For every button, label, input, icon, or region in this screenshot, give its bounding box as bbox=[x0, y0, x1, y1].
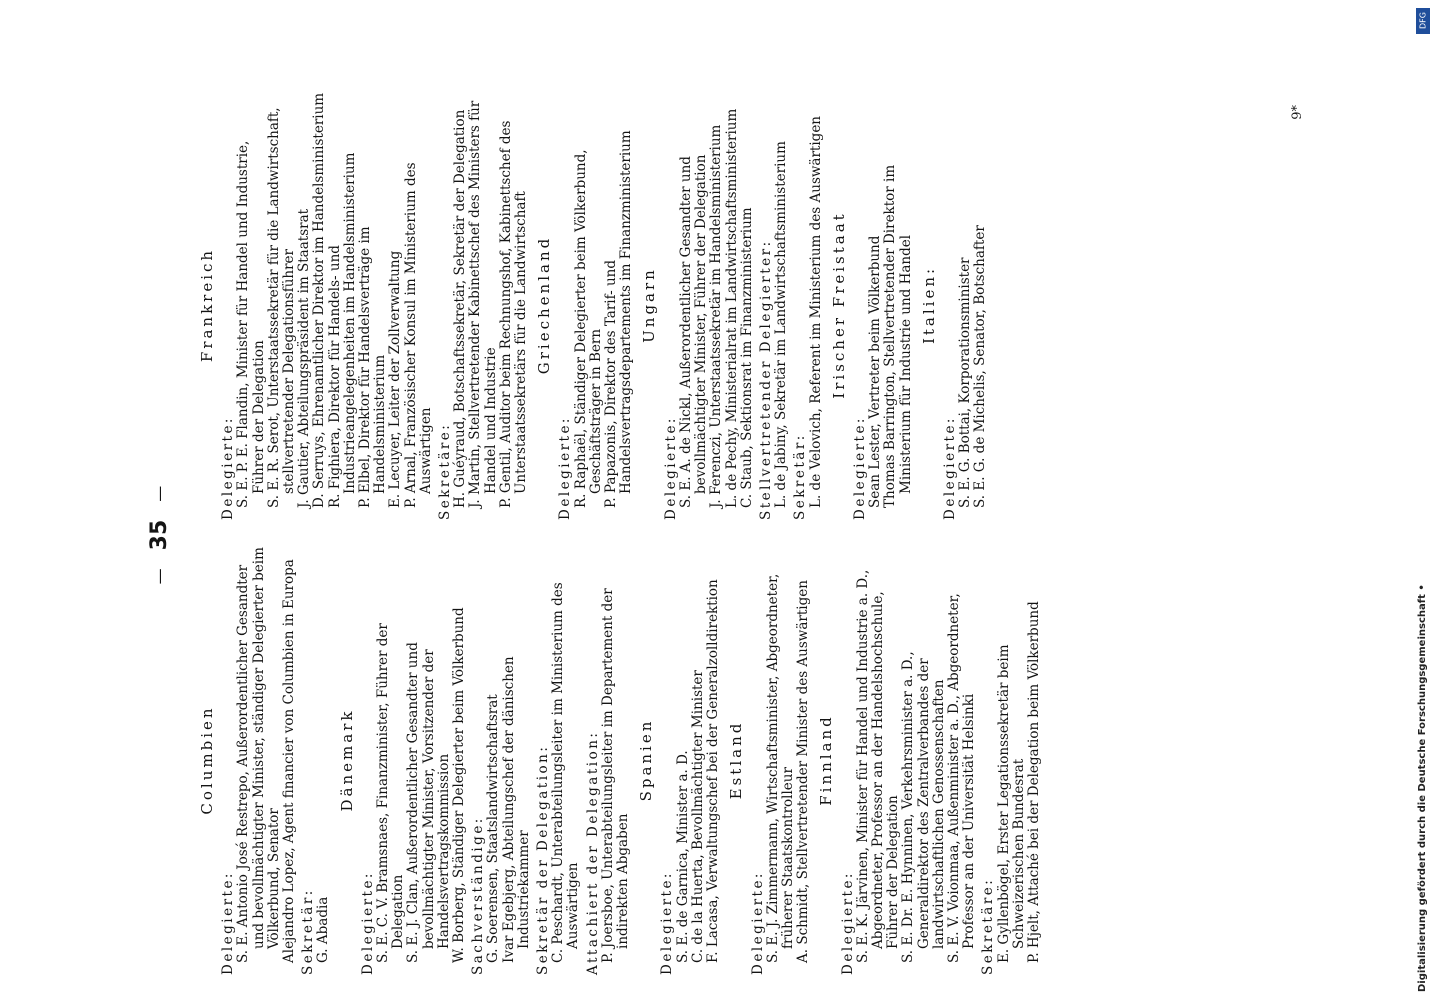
delegate-entry: P. Gentil, Auditor beim Rechnungshof, Kabinettschef des Unterstaatssekretärs für die Landwirtschaft bbox=[497, 120, 530, 508]
delegate-entry: S. E. G. Bottai, Korporationsminister bbox=[957, 257, 974, 508]
digitization-note bbox=[1416, 8, 1430, 992]
delegate-entry: Sean Lester, Vertreter beim Völkerbund bbox=[867, 235, 884, 508]
delegate-entry: R. Raphaël, Ständiger Delegierter beim Völkerbund, Geschäftsträger in Bern bbox=[572, 149, 604, 508]
role-heading: Delegierte: bbox=[359, 871, 376, 975]
delegate-entry: C. Peschardt, Unterabteilungsleiter im Ministerium des Auswärtigen bbox=[550, 582, 582, 963]
delegate-entry: S. E. G. de Michelis, Senator, Botschafter bbox=[972, 225, 989, 508]
country-heading: Frankreich bbox=[198, 247, 216, 363]
role-heading: Delegierte: bbox=[220, 871, 237, 975]
role-heading: Sachverständige: bbox=[470, 816, 487, 975]
country-heading: Griechenland bbox=[535, 235, 554, 375]
delegate-entry: C. Staub, Sektionsrat im Finanzministerium bbox=[738, 207, 755, 508]
delegate-entry: S. E. Dr. E. Hynninen, Verkehrsminister a. D., Generaldirektor des Zentralverbandes der landwirtschaftlichen Genossenschaften bbox=[900, 651, 947, 963]
delegate-entry: D. Serruys, Ehrenamtlicher Direktor im Handelsministerium bbox=[311, 92, 328, 508]
role-heading: Delegierte: bbox=[851, 416, 868, 520]
left-column bbox=[192, 545, 1042, 975]
delegate-entry: W. Borberg, Ständiger Delegierter beim Völkerbund bbox=[451, 607, 468, 963]
country-heading: Dänemark bbox=[337, 708, 356, 812]
delegate-entry: S. E. R. Serot, Unterstaatssekretär für die Landwirtschaft, stellvertretender Delegationsführer bbox=[265, 107, 298, 508]
delegate-entry: S. E. de Garnica, Minister a. D. bbox=[674, 750, 691, 963]
delegate-entry: S. E. J. Zimmermann, Wirtschaftsminister, Abgeordneter, früherer Staatskontrolleur bbox=[764, 573, 796, 963]
delegate-entry: E. Lecuyer, Leiter der Zollverwaltung bbox=[387, 250, 404, 508]
delegate-entry: P. Elbel, Direktor für Handelsverträge im Handelsministerium bbox=[357, 226, 389, 508]
dfg-logo: DFG bbox=[1416, 8, 1430, 34]
role-heading: Sekretäre: bbox=[437, 422, 454, 520]
signature-mark: 9* bbox=[1290, 105, 1305, 120]
country-heading: Italien: bbox=[919, 265, 938, 345]
delegate-entry: G. Abadia bbox=[315, 896, 332, 963]
role-heading: Delegierte: bbox=[557, 416, 574, 520]
page-number: 35 bbox=[147, 519, 173, 551]
delegate-entry: S. E. C. V. Bramsnaes, Finanzminister, Führer der Delegation bbox=[375, 623, 407, 963]
delegate-entry: P. Arnal, Französischer Konsul im Ministerium des Auswärtigen bbox=[402, 162, 434, 508]
country-heading: Spanien bbox=[637, 718, 656, 802]
delegate-entry: L. de Pechy, Ministerialrat im Landwirtschaftsministerium bbox=[723, 108, 740, 508]
role-heading: Delegierte: bbox=[749, 871, 766, 975]
digitization-note-text: Digitalisierung gefördert durch die Deutsche Forschungsgemeinschaft • bbox=[1417, 584, 1428, 992]
right-column bbox=[192, 90, 989, 520]
delegate-entry: P. Hjelt, Attaché bei der Delegation beim Völkerbund bbox=[1025, 601, 1042, 963]
delegate-entry: Thomas Barrington, Stellvertretender Direktor im Ministerium für Industrie und Handel bbox=[882, 164, 914, 508]
header-dash-right: — bbox=[150, 485, 170, 502]
role-heading: Attachiert der Delegation: bbox=[584, 730, 601, 975]
delegate-entry: R. Fighiera, Direktor für Handels- und Industrieangelegenheiten im Handelsministerium bbox=[326, 152, 358, 508]
role-heading: Delegierte: bbox=[839, 871, 856, 975]
delegate-entry: F. Lacasa, Verwaltungschef bei der Generalzolldirektion bbox=[705, 579, 722, 963]
delegate-entry: A. Schmidt, Stellvertretender Minister des Auswärtigen bbox=[795, 580, 812, 963]
country-heading: Finnland bbox=[817, 714, 836, 806]
role-heading: Delegierte: bbox=[941, 416, 958, 520]
delegate-entry: C. de la Huerta, Bevollmächtigter Minister bbox=[689, 670, 706, 963]
delegate-entry: J. Ferenczi, Unterstaatssekretär im Handelsministerium bbox=[708, 124, 725, 508]
country-heading: Estland bbox=[727, 720, 746, 800]
page-header bbox=[140, 95, 180, 975]
role-heading: Sekretär: bbox=[792, 433, 809, 520]
country-heading: Irischer Freistaat bbox=[829, 211, 848, 399]
role-heading: Stellvertretender Delegierter: bbox=[757, 239, 774, 520]
delegate-entry: H. Guéyraud, Botschaftssekretär, Sekretär der Delegation bbox=[452, 109, 469, 508]
delegate-entry: S. E. K. Järvinen, Minister für Handel und Industrie a. D., Abgeordneter, Professor an der Handelshochschule, Führer der Delegation bbox=[854, 569, 902, 963]
delegate-entry: S. E. A. de Nickl, Außerordentlicher Gesandter und bevollmächtigter Minister, Führer der Delegation bbox=[677, 154, 710, 508]
delegate-entry: J. Martin, Stellvertretender Kabinettschef des Ministers für Handel und Industrie bbox=[467, 100, 499, 508]
delegate-entry: S. E. Antonio José Restrepo, Außerordentlicher Gesandter und bevollmächtigter Minister, ständiger Delegierter beim Völkerbund, Senator bbox=[235, 547, 282, 963]
delegate-entry: E. Gyllenbögel, Erster Legationssekretär beim Schweizerischen Bundesrat bbox=[995, 644, 1027, 963]
delegate-entry: S. E. J. Clan, Außerordentlicher Gesandter und bevollmächtigter Minister, Vorsitzender der Handelsvertragskommission bbox=[405, 642, 452, 963]
delegate-entry: Ivar Egebjerg, Abteilungschef der dänischen Industriekammer bbox=[500, 656, 532, 963]
header-dash-left: — bbox=[150, 568, 170, 585]
role-heading: Sekretär: bbox=[300, 888, 317, 975]
delegate-entry: J. Gautier, Abteilungspräsident im Staatsrat bbox=[296, 208, 313, 508]
country-heading: Columbien bbox=[198, 705, 216, 815]
delegate-entry: G. Soerensen, Staatslandwirtschaftsrat bbox=[485, 694, 502, 963]
delegate-entry: S. E. P. E. Flandin, Minister für Handel und Industrie, Führer der Delegation bbox=[235, 140, 267, 508]
delegate-entry: P. Joersboe, Unterabteilungsleiter im Departement der indirekten Abgaben bbox=[599, 588, 632, 963]
role-heading: Delegierte: bbox=[659, 871, 676, 975]
delegate-entry: P. Papazonis, Direktor des Tarif- und Handelsvertragsdepartements im Finanzministerium bbox=[603, 130, 635, 508]
delegate-entry: S. E. V. Voionmaa, Außenminister a. D., Abgeordneter, Professor an der Universität Helsinki bbox=[945, 593, 978, 963]
country-heading: Ungarn bbox=[640, 267, 659, 343]
role-heading: Delegierte: bbox=[662, 416, 679, 520]
delegate-entry: L. de Jabiny, Sekretär im Landwirtschaftsministerium bbox=[773, 141, 790, 508]
role-heading: Sekretäre: bbox=[980, 877, 997, 975]
delegate-entry: Alejandro Lopez, Agent financier von Columbien in Europa bbox=[281, 559, 298, 963]
delegate-entry: L. de Velovich, Referent im Ministerium des Auswärtigen bbox=[807, 115, 824, 508]
role-heading: Sekretär der Delegation: bbox=[535, 744, 552, 975]
rotated-page bbox=[140, 92, 1310, 975]
role-heading: Delegierte: bbox=[220, 416, 237, 520]
